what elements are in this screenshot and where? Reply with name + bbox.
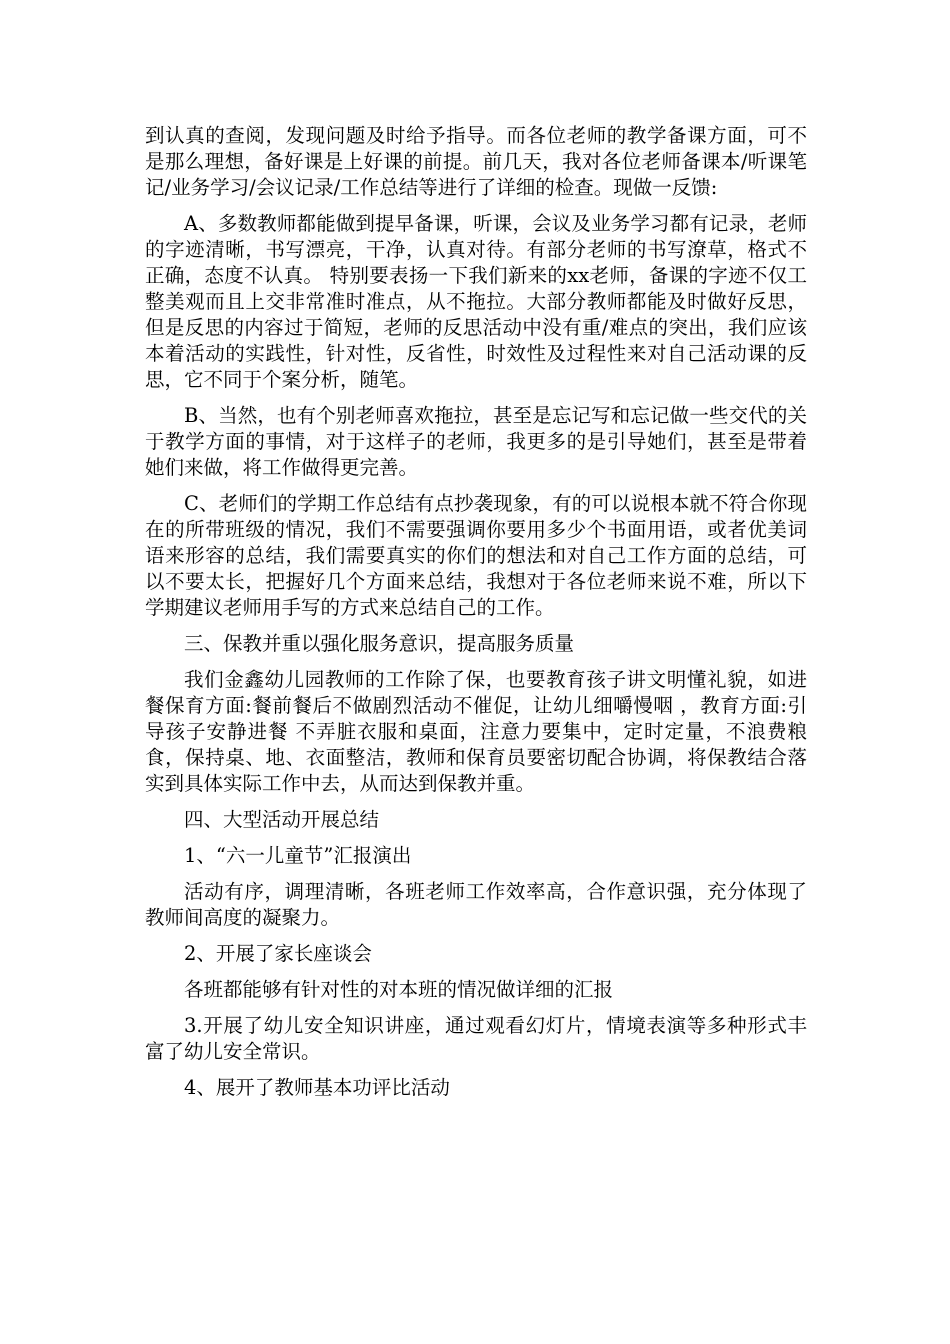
list-item-skills-contest: 4、展开了教师基本功评比活动 xyxy=(184,1076,450,1099)
section-heading-activities: 四、大型活动开展总结 xyxy=(184,808,380,831)
paragraph-lesson-prep-review: 到认真的查阅，发现问题及时给予指导。而各位老师的教学备课方面，可不是那么理想，备好课是上好课的前提。前几天，我对各位老师备课本/听课笔记/业务学习/会议记录/工作总结等进行了详细的检查。现做一反馈: xyxy=(145,124,807,199)
list-item-parent-meeting: 2、开展了家长座谈会 xyxy=(184,942,372,965)
paragraph-parent-meeting: 各班都能够有针对性的对本班的情况做详细的汇报 xyxy=(184,978,614,1001)
section-heading-care-education: 三、保教并重以强化服务意识，提高服务质量 xyxy=(184,632,575,655)
document-body xyxy=(145,123,807,1111)
list-item-safety-lecture: 3.开展了幼儿安全知识讲座，通过观看幻灯片，情境表演等多种形式丰富了幼儿安全常识。 xyxy=(145,1014,807,1063)
paragraph-feedback-a: A、多数教师都能做到提早备课，听课，会议及业务学习都有记录，老师的字迹清晰，书写漂亮，干净，认真对待。有部分老师的书写潦草，格式不正确，态度不认真。 特别要表扬一下我们新来的xx老师，备课的字迹不仅工整美观而且上交非常准时准点，从不拖拉。大部分教师都能及时做好反思，但是反思的内容过于简短，老师的反思活动中没有重/难点的突出，我们应该本着活动的实践性，针对性，反省性，时效性及过程性来对自己活动课的反思，它不同于个案分析，随笔。 xyxy=(145,212,807,391)
paragraph-feedback-b: B、当然，也有个别老师喜欢拖拉，甚至是忘记写和忘记做一些交代的关于教学方面的事情，对于这样子的老师，我更多的是引导她们，甚至是带着她们来做，将工作做得更完善。 xyxy=(145,404,807,479)
list-item-childrens-day: 1、“六一儿童节”汇报演出 xyxy=(184,844,412,867)
paragraph-feedback-c: C、老师们的学期工作总结有点抄袭现象，有的可以说根本就不符合你现在的所带班级的情况，我们不需要强调你要用多少个书面用语，或者优美词语来形容的总结，我们需要真实的你们的想法和对自己工作方面的总结，可以不要太长，把握好几个方面来总结，我想对于各位老师来说不难，所以下学期建议老师用手写的方式来总结自己的工作。 xyxy=(145,492,807,619)
paragraph-care-education: 我们金鑫幼儿园教师的工作除了保，也要教育孩子讲文明懂礼貌，如进餐保育方面:餐前餐后不做剧烈活动不催促，让幼儿细嚼慢咽 ，教育方面:引导孩子安静进餐 不弄脏衣服和桌面，注意力要集中，定时定量，不浪费粮食，保持桌、地、衣面整洁，教师和保育员要密切配合协调，将保教结合落实到具体实际工作中去，从而达到保教并重。 xyxy=(145,668,807,795)
paragraph-childrens-day: 活动有序，调理清晰，各班老师工作效率高，合作意识强，充分体现了教师间高度的凝聚力。 xyxy=(145,880,807,929)
